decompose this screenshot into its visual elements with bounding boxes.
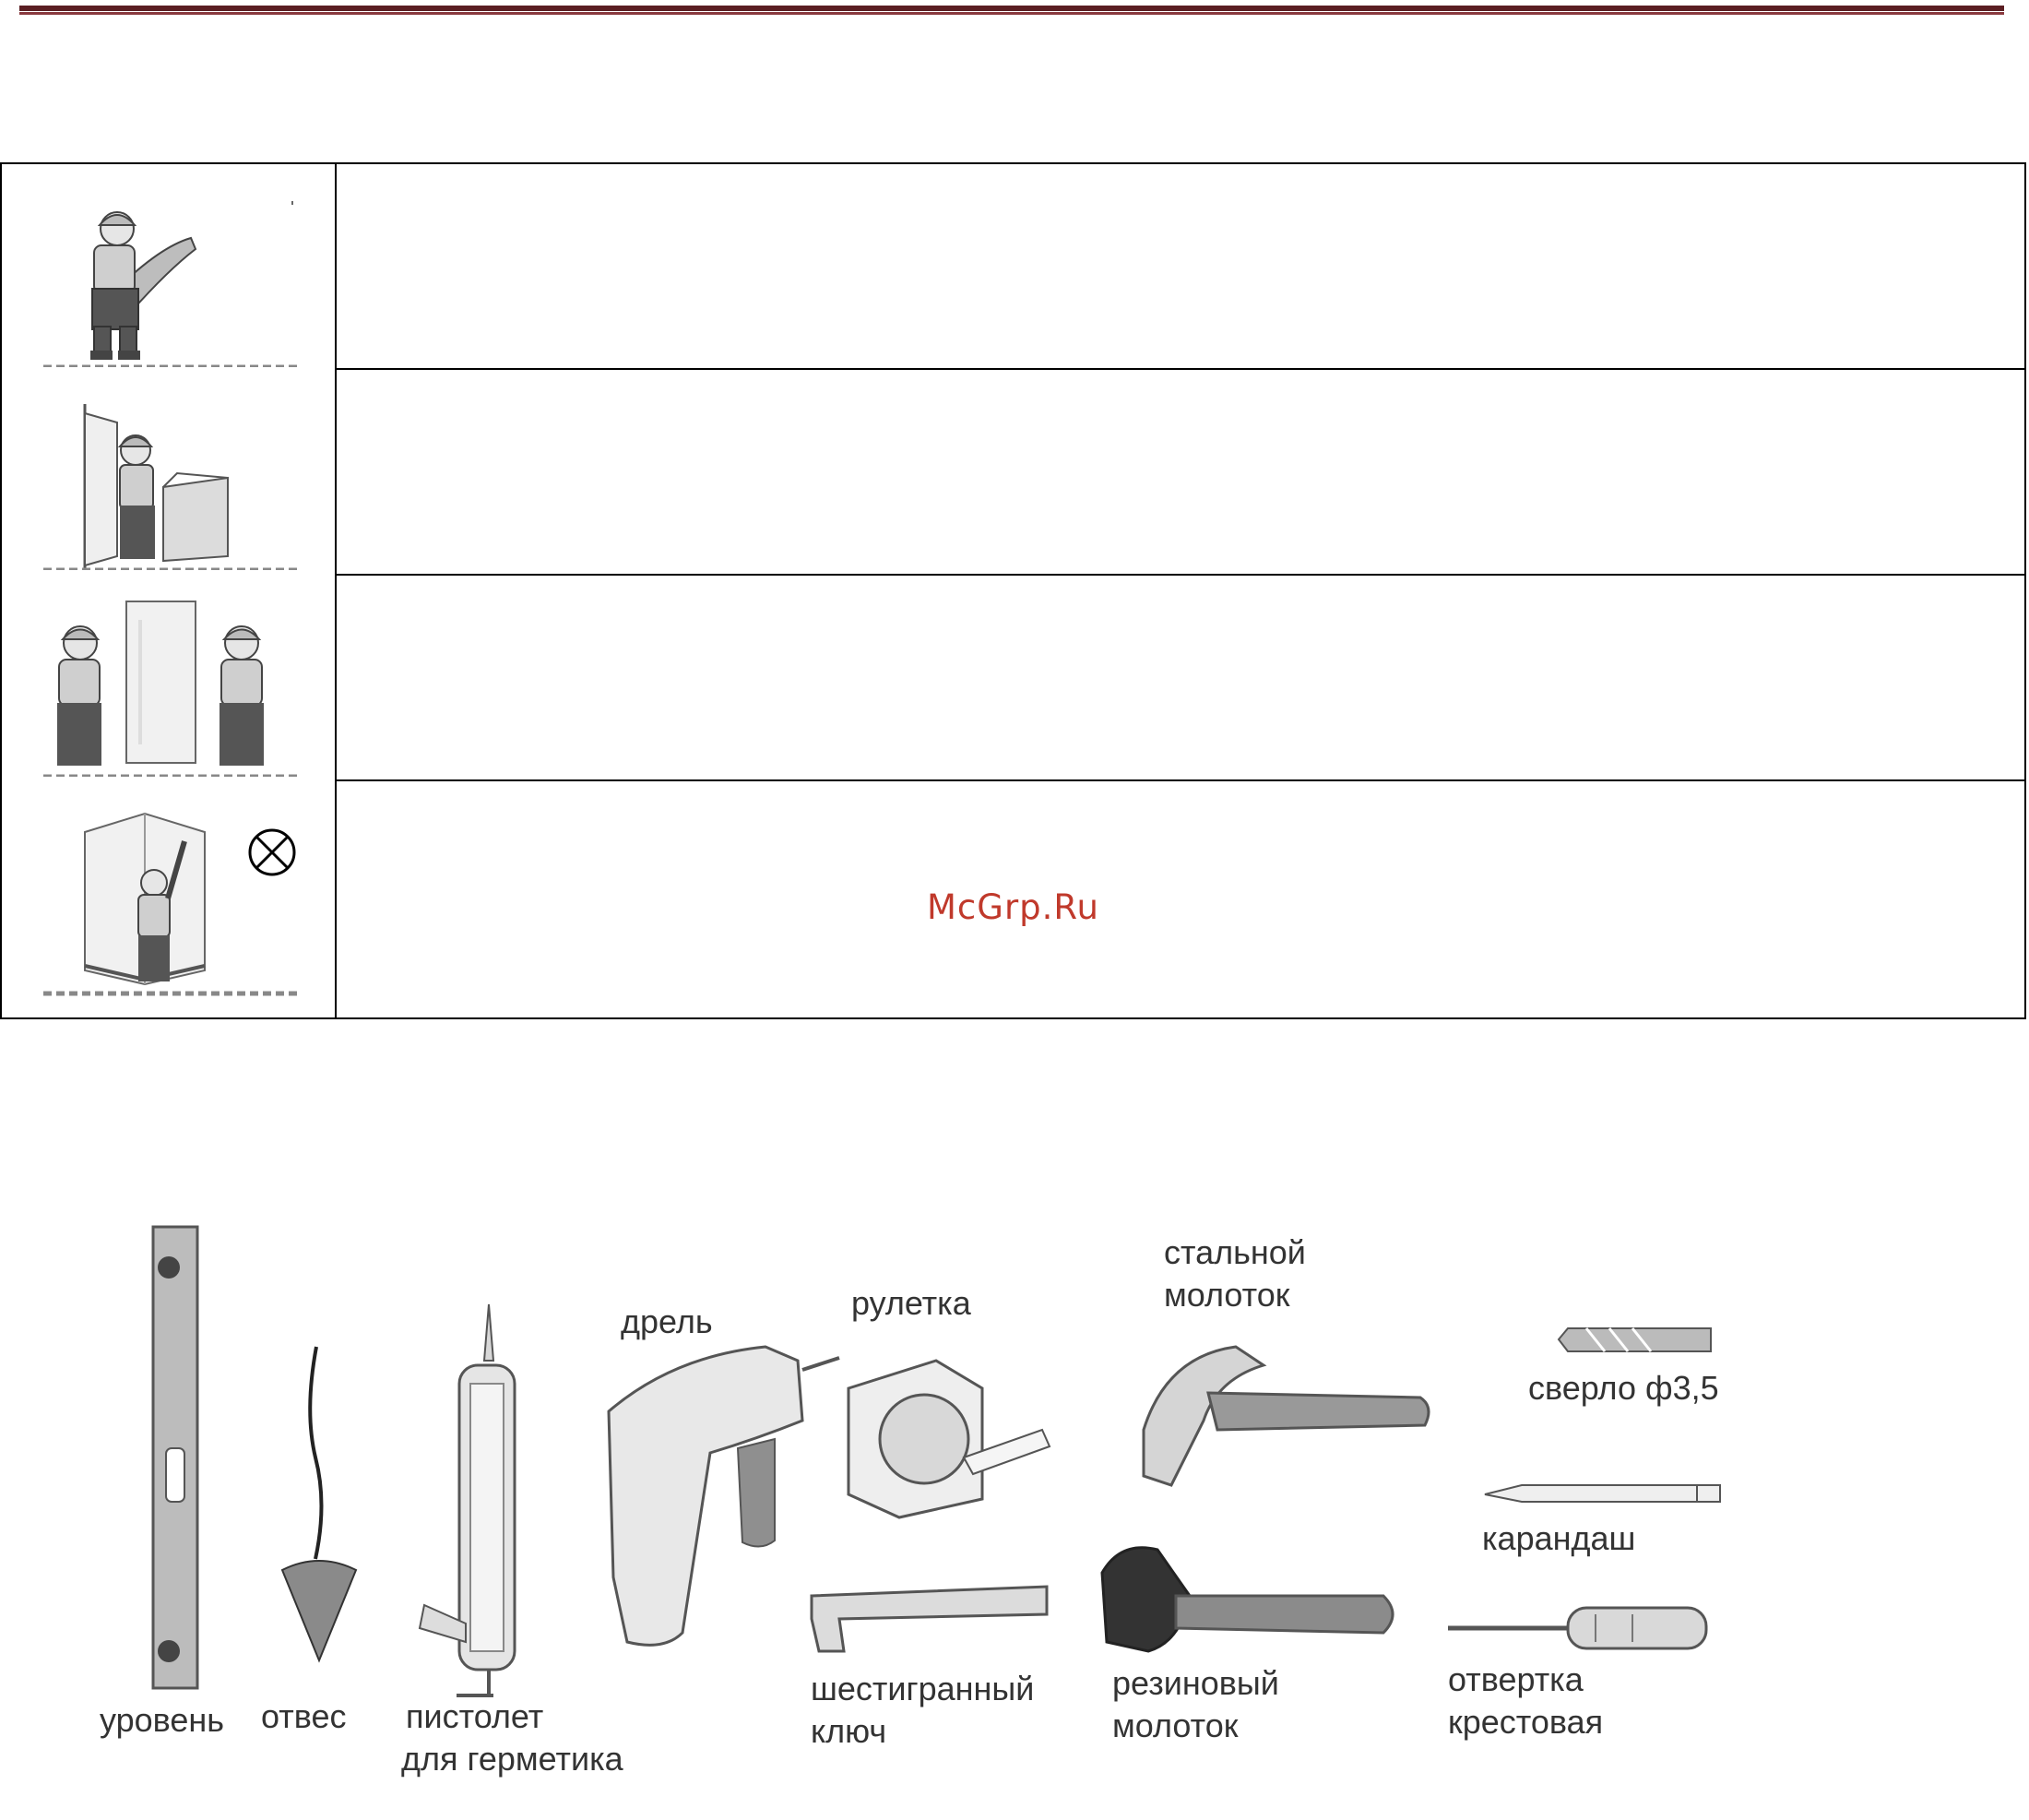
worker-inside-shower-cabin-icon (30, 795, 306, 998)
worker-carrying-panel-icon (30, 183, 306, 367)
tool-label-steel-hammer: стальной (1164, 1233, 1306, 1271)
tool-label-pencil: карандаш (1482, 1519, 1636, 1557)
tool-label-screwdriver: отвертка (1448, 1660, 1584, 1698)
table-row-divider (335, 368, 2026, 370)
header-rule-thin (19, 12, 2004, 15)
screwdriver-icon (1448, 1608, 1706, 1648)
worker-unpacking-box-icon (30, 386, 306, 570)
tool-label-drill: дрель (621, 1303, 713, 1340)
circle-x-icon (246, 827, 298, 883)
table-row-divider (335, 574, 2026, 576)
tool-label-rubber-hammer-2: молоток (1112, 1707, 1239, 1744)
plumb-bob-icon (282, 1347, 356, 1660)
steel-hammer-icon (1144, 1347, 1429, 1485)
tool-label-sealant-gun: пистолет (406, 1697, 544, 1735)
two-workers-holding-glass-door-icon (30, 592, 306, 777)
tool-label-steel-hammer-2: молоток (1164, 1276, 1290, 1314)
tool-label-hex-key-2: ключ (811, 1712, 887, 1750)
tool-label-plumb: отвес (261, 1697, 347, 1735)
tool-label-screwdriver-2: крестовая (1448, 1703, 1604, 1741)
rubber-mallet-icon (1102, 1548, 1393, 1651)
hex-key-icon (812, 1587, 1047, 1651)
header-rule (19, 6, 2004, 11)
pencil-icon (1485, 1485, 1720, 1502)
tape-measure-icon (848, 1361, 1050, 1517)
tool-label-level: уровень (100, 1701, 225, 1739)
tools-illustration (74, 1208, 1826, 1799)
table-row-divider (335, 779, 2026, 781)
tool-label-rubber-hammer: резиновый (1112, 1664, 1279, 1702)
tool-label-drill-bit: сверло ф3,5 (1528, 1369, 1719, 1407)
drill-bit-icon (1559, 1328, 1711, 1351)
drill-icon (609, 1347, 839, 1645)
tool-label-sealant-gun-2: для герметика (401, 1740, 623, 1778)
tool-label-hex-key: шестигранный (811, 1670, 1035, 1707)
table-column-divider (335, 164, 337, 1017)
tool-label-tape: рулетка (851, 1284, 971, 1322)
sealant-gun-icon (420, 1304, 515, 1695)
level-icon (153, 1227, 197, 1688)
watermark: McGrp.Ru (927, 887, 1099, 927)
